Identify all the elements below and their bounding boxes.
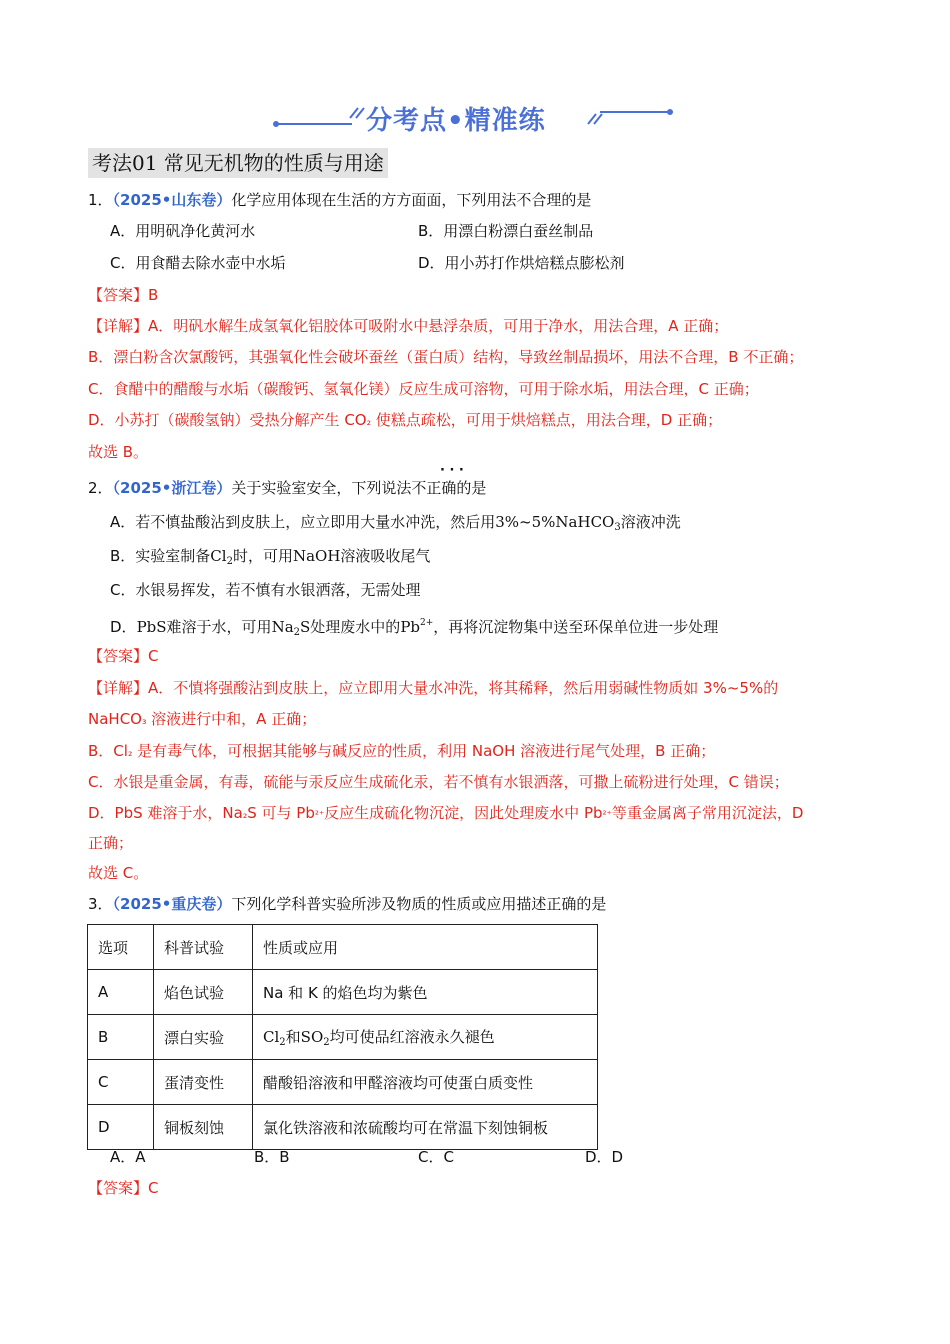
q2-explain-d-cont: 正确； (88, 834, 134, 852)
table-cell: 焰色试验 (154, 970, 253, 1015)
q2-explain-b: B．Cl₂ 是有毒气体，可根据其能够与碱反应的性质，利用 NaOH 溶液进行尾气处理，B 正确； (88, 742, 716, 760)
q3-option-d: D．D (585, 1148, 624, 1166)
q1-option-d: D．用小苏打作烘焙糕点膨松剂 (418, 254, 625, 272)
table-header-row (88, 925, 598, 970)
q2-explain-c: C．水银是重金属，有毒，硫能与汞反应生成硫化汞，若不慎有水银洒落，可撒上硫粉进行处理，C 错误； (88, 773, 789, 791)
q1-number: 1． (88, 191, 113, 209)
table-cell: 醋酸铅溶液和甲醛溶液均可使蛋白质变性 (253, 1060, 598, 1105)
table-cell: 蛋清变性 (154, 1060, 253, 1105)
q1-stem-text: 化学应用体现在生活的方方面面，下列用法不合理的是 (231, 191, 592, 209)
q3-option-c: C．C (418, 1148, 454, 1166)
q2-option-d: D．PbS难溶于水，可用$Na_2S$处理废水中的$Pb^{2+}$，再将沉淀物集中送至环保单位进一步处理 (110, 618, 719, 638)
table-cell: C (88, 1060, 154, 1105)
table-header-cell: 性质或应用 (253, 925, 598, 970)
table-row (88, 1015, 598, 1060)
table-header-cell: 选项 (88, 925, 154, 970)
q1-explain-d: D．小苏打（碳酸氢钠）受热分解产生 CO₂ 使糕点疏松，可用于烘焙糕点，用法合理，D 正确； (88, 411, 723, 429)
q2-conclusion: 故选 C。 (88, 864, 149, 882)
ellipsis-dots: · · · (440, 463, 464, 478)
q2-source: （2025•浙江卷） (112, 479, 232, 497)
table-cell: $Cl_2$和$SO_2$均可使品红溶液永久褪色 (253, 1015, 598, 1060)
q2-option-a: A．若不慎盐酸沾到皮肤上，应立即用大量水冲洗，然后用3%~5%NaHCO$_3$溶液冲洗 (110, 513, 681, 533)
q3-option-b: B．B (254, 1148, 290, 1166)
q3-stem: 3．（2025•重庆卷）下列化学科普实验所涉及物质的性质或应用描述正确的是 (88, 895, 607, 913)
table-cell: Na 和 K 的焰色均为紫色 (253, 970, 598, 1015)
q1-stem (88, 189, 591, 211)
table-row (88, 970, 598, 1015)
q2-explain-a: 【详解】A．不慎将强酸沾到皮肤上，应立即用大量水冲洗，将其稀释，然后用弱碱性物质如 3%~5%的 (88, 679, 779, 697)
section-heading: 考法01 常见无机物的性质与用途 (88, 148, 388, 178)
q1-conclusion: 故选 B。 (88, 443, 149, 461)
q3-answer: 【答案】C (88, 1179, 159, 1197)
q2-option-b: B．实验室制备$Cl_2$时，可用NaOH溶液吸收尾气 (110, 547, 431, 567)
table-row (88, 1105, 598, 1150)
table-cell: A (88, 970, 154, 1015)
table-cell: 铜板刻蚀 (154, 1105, 253, 1150)
q2-option-c: C．水银易挥发，若不慎有水银洒落，无需处理 (110, 581, 421, 599)
q2-explain-d: D．PbS 难溶于水，Na₂S 可与 Pb²⁺反应生成硫化物沉淀，因此处理废水中 Pb²⁺等重金属离子常用沉淀法，D (88, 804, 804, 822)
q1-explain-b: B．漂白粉含次氯酸钙，其强氧化性会破坏蚕丝（蛋白质）结构，导致丝制品损坏，用法不合理，B 不正确； (88, 348, 804, 366)
q2-answer: 【答案】C (88, 647, 159, 665)
q3-table (87, 924, 598, 1150)
q2-stem: 2．（2025•浙江卷）关于实验室安全，下列说法不正确的是 (88, 479, 487, 497)
q2-explain-a-cont: NaHCO₃ 溶液进行中和，A 正确； (88, 710, 317, 728)
table-row (88, 1060, 598, 1105)
q1-option-c: C．用食醋去除水壶中水垢 (110, 254, 286, 272)
section-banner (270, 98, 680, 140)
q1-explain-a: 【详解】A．明矾水解生成氢氧化铝胶体可吸附水中悬浮杂质，可用于净水，用法合理，A 正确； (88, 317, 729, 335)
q1-answer: 【答案】B (88, 286, 159, 304)
table-header-cell: 科普试验 (154, 925, 253, 970)
q3-option-a: A．A (110, 1148, 146, 1166)
q1-explain-c: C．食醋中的醋酸与水垢（碳酸钙、氢氧化镁）反应生成可溶物，可用于除水垢，用法合理，C 正确； (88, 380, 759, 398)
table-cell: D (88, 1105, 154, 1150)
table-cell: 氯化铁溶液和浓硫酸均可在常温下刻蚀铜板 (253, 1105, 598, 1150)
q1-option-b: B．用漂白粉漂白蚕丝制品 (418, 222, 594, 240)
table-cell: B (88, 1015, 154, 1060)
q3-source: （2025•重庆卷） (112, 895, 232, 913)
banner-title: 分考点•精准练 (366, 106, 546, 136)
q1-source: （2025•山东卷） (112, 191, 232, 209)
q1-option-a: A．用明矾净化黄河水 (110, 222, 256, 240)
table-cell: 漂白实验 (154, 1015, 253, 1060)
